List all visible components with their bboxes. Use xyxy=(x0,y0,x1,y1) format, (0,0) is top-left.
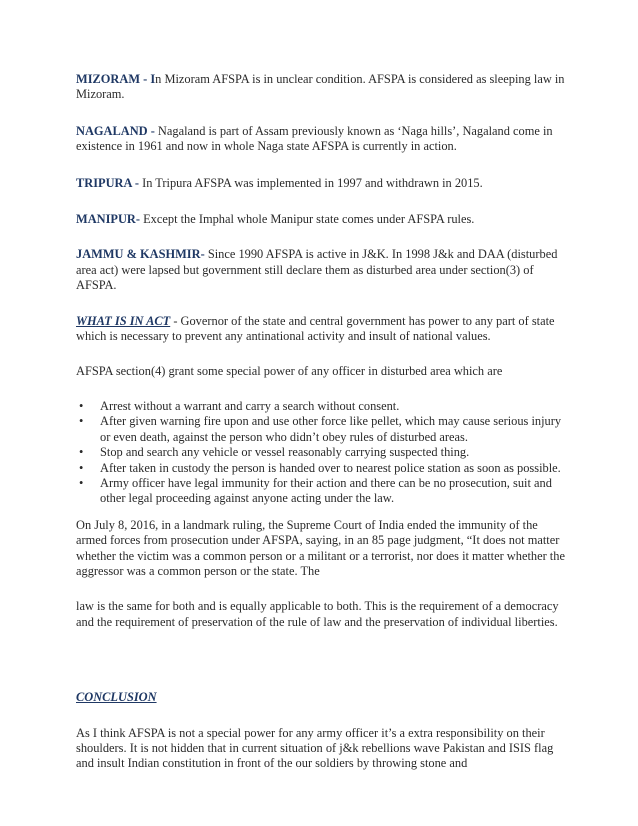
bullet-icon: • xyxy=(79,414,84,429)
text-tripura: In Tripura AFSPA was implemented in 1997 and withdrawn in 2015. xyxy=(142,175,483,190)
list-item xyxy=(76,414,568,445)
paragraph-section-4-intro: AFSPA section(4) grant some special power of any officer in disturbed area which are xyxy=(76,364,503,379)
conclusion-title: CONCLUSION xyxy=(76,690,157,705)
bullet-icon: • xyxy=(79,445,84,460)
list-item-text: Army officer have legal immunity for their action and there can be no prosecution, suit and other legal proceeding against anyone acting under the law. xyxy=(100,475,552,506)
paragraph-tripura xyxy=(76,176,568,191)
conclusion-heading xyxy=(76,690,568,705)
heading-nagaland: NAGALAND - xyxy=(76,123,158,138)
list-item-text: After taken in custody the person is handed over to nearest police station as soon as possible. xyxy=(100,460,561,475)
text-mizoram: n Mizoram AFSPA is in unclear condition. AFSPA is considered as sleeping law in Mizoram. xyxy=(76,72,565,102)
list-item xyxy=(76,476,568,507)
document-body xyxy=(76,72,568,772)
list-item xyxy=(76,399,568,414)
paragraph-what-is-in-act xyxy=(76,314,568,345)
heading-tripura: TRIPURA - xyxy=(76,175,143,190)
list-item-text: After given warning fire upon and use other force like pellet, which may cause serious injury or even death, against the person who didn’t obey rules of disturbed areas. xyxy=(100,414,562,444)
list-item xyxy=(76,445,568,460)
paragraph-supreme-court-ruling: On July 8, 2016, in a landmark ruling, the Supreme Court of India ended the immunity of the armed forces from prosecution under AFSPA, saying, in an 85 page judgment, “It does not matter whether the victim was a common person or a militant or a terrorist, nor does it matter whether the aggressor was a common person or the state. The xyxy=(76,517,565,578)
powers-bullet-list xyxy=(76,399,568,507)
bullet-icon: • xyxy=(79,398,84,413)
list-item-text: Arrest without a warrant and carry a search without consent. xyxy=(100,398,400,413)
list-item xyxy=(76,461,568,476)
heading-jammu-kashmir: JAMMU & KASHMIR- xyxy=(76,247,208,262)
paragraph-nagaland xyxy=(76,124,568,155)
paragraph-jammu-kashmir xyxy=(76,247,568,293)
heading-what-is-in-act: WHAT IS IN ACT xyxy=(76,313,171,328)
heading-manipur: MANIPUR- xyxy=(76,212,144,227)
paragraph-law-equality: law is the same for both and is equally applicable to both. This is the requirement of a democracy and the requirement of preservation of the rule of law and the preservation of individual liberties. xyxy=(76,599,559,629)
list-item-text: Stop and search any vehicle or vessel reasonably carrying suspected thing. xyxy=(100,445,470,460)
bullet-icon: • xyxy=(79,460,84,475)
bullet-icon: • xyxy=(79,475,84,490)
text-nagaland: Nagaland is part of Assam previously known as ‘Naga hills’, Nagaland come in existence in 1961 and now in whole Naga state AFSPA is currently in action. xyxy=(76,123,553,154)
text-jammu-kashmir: Since 1990 AFSPA is active in J&K. In 1998 J&k and DAA (disturbed area act) were lapsed but government still declare them as disturbed area under section(3) of AFSPA. xyxy=(76,247,558,293)
text-manipur: Except the Imphal whole Manipur state comes under AFSPA rules. xyxy=(143,212,475,227)
paragraph-conclusion: As I think AFSPA is not a special power for any army officer it’s a extra responsibility on their shoulders. It is not hidden that in current situation of j&k rebellions wave Pakistan and ISIS flag and insult Indian constitution in front of the our soldiers by throwing stone and xyxy=(76,725,554,771)
paragraph-mizoram xyxy=(76,72,568,103)
text-what-is-in-act: - Governor of the state and central government has power to any part of state which is necessary to prevent any antinational activity and insult of national values. xyxy=(76,313,555,344)
heading-mizoram: MIZORAM - I xyxy=(76,72,156,86)
paragraph-manipur xyxy=(76,212,568,227)
